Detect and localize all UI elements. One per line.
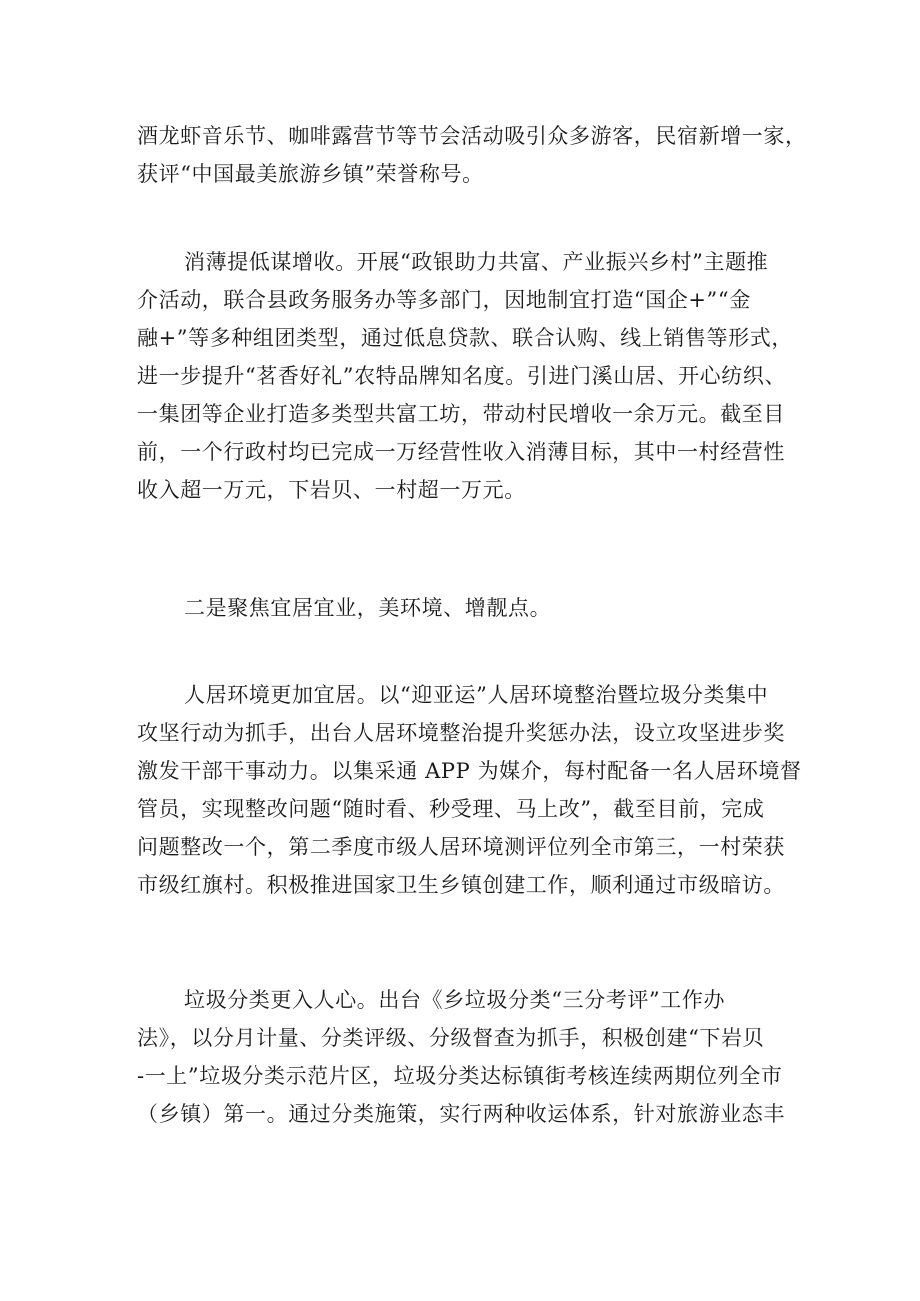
text-line: 问题整改一个，第二季度市级人居环境测评位列全市第三，一村荣获 bbox=[137, 835, 785, 859]
text-line: 融+”等多种组团类型，通过低息贷款、联合认购、线上销售等形式， bbox=[137, 326, 793, 350]
text-line: 二是聚焦宜居宜业，美环境、增靓点。 bbox=[184, 596, 552, 620]
text-line: 垃圾分类更入人心。出台《乡垃圾分类“三分考评”工作办 bbox=[184, 988, 726, 1012]
text-line: 前，一个行政村均已完成一万经营性收入消薄目标，其中一村经营性 bbox=[137, 440, 785, 464]
paragraph-tourism-honor bbox=[137, 117, 807, 193]
text-line: 进一步提升“茗香好礼”农特品牌知名度。引进门溪山居、开心纺织、 bbox=[137, 364, 787, 388]
text-line: （乡镇）第一。通过分类施策，实行两种收运体系，针对旅游业态丰 bbox=[137, 1102, 785, 1126]
text-line: 酒龙虾音乐节、咖啡露营节等节会活动吸引众多游客，民宿新增一家， bbox=[137, 124, 807, 148]
text-line: -一上”垃圾分类示范片区，垃圾分类达标镇街考核连续两期位列全市 bbox=[137, 1064, 783, 1088]
text-line: 获评“中国最美旅游乡镇”荣誉称号。 bbox=[137, 162, 484, 186]
text-line: 人居环境更加宜居。以“迎亚运”人居环境整治暨垃圾分类集中 bbox=[184, 683, 769, 707]
paragraph-living-environment bbox=[137, 676, 802, 904]
text-line: 介活动，联合县政务服务办等多部门，因地制宜打造“国企+”“金 bbox=[137, 288, 751, 312]
paragraph-income-growth bbox=[137, 243, 793, 509]
text-line: 管员，实现整改问题“随时看、秒受理、马上改”，截至目前，完成 bbox=[137, 797, 765, 821]
text-line: 市级红旗村。积极推进国家卫生乡镇创建工作，顺利通过市级暗访。 bbox=[137, 873, 785, 897]
text-line: 激发干部干事动力。以集采通 APP 为媒介，每村配备一名人居环境督 bbox=[137, 759, 802, 783]
text-line: 法》，以分月计量、分类评级、分级督查为抓手，积极创建“下岩贝 bbox=[137, 1026, 765, 1050]
section-heading-livable bbox=[137, 589, 787, 627]
text-line: 消薄提低谋增收。开展“政银助力共富、产业振兴乡村”主题推 bbox=[184, 250, 769, 274]
text-line: 一集团等企业打造多类型共富工坊，带动村民增收一余万元。截至目 bbox=[137, 402, 785, 426]
text-line: 攻坚行动为抓手，出台人居环境整治提升奖惩办法，设立攻坚进步奖 bbox=[137, 721, 785, 745]
paragraph-waste-sorting bbox=[137, 981, 787, 1133]
text-line: 收入超一万元，下岩贝、一村超一万元。 bbox=[137, 478, 526, 502]
